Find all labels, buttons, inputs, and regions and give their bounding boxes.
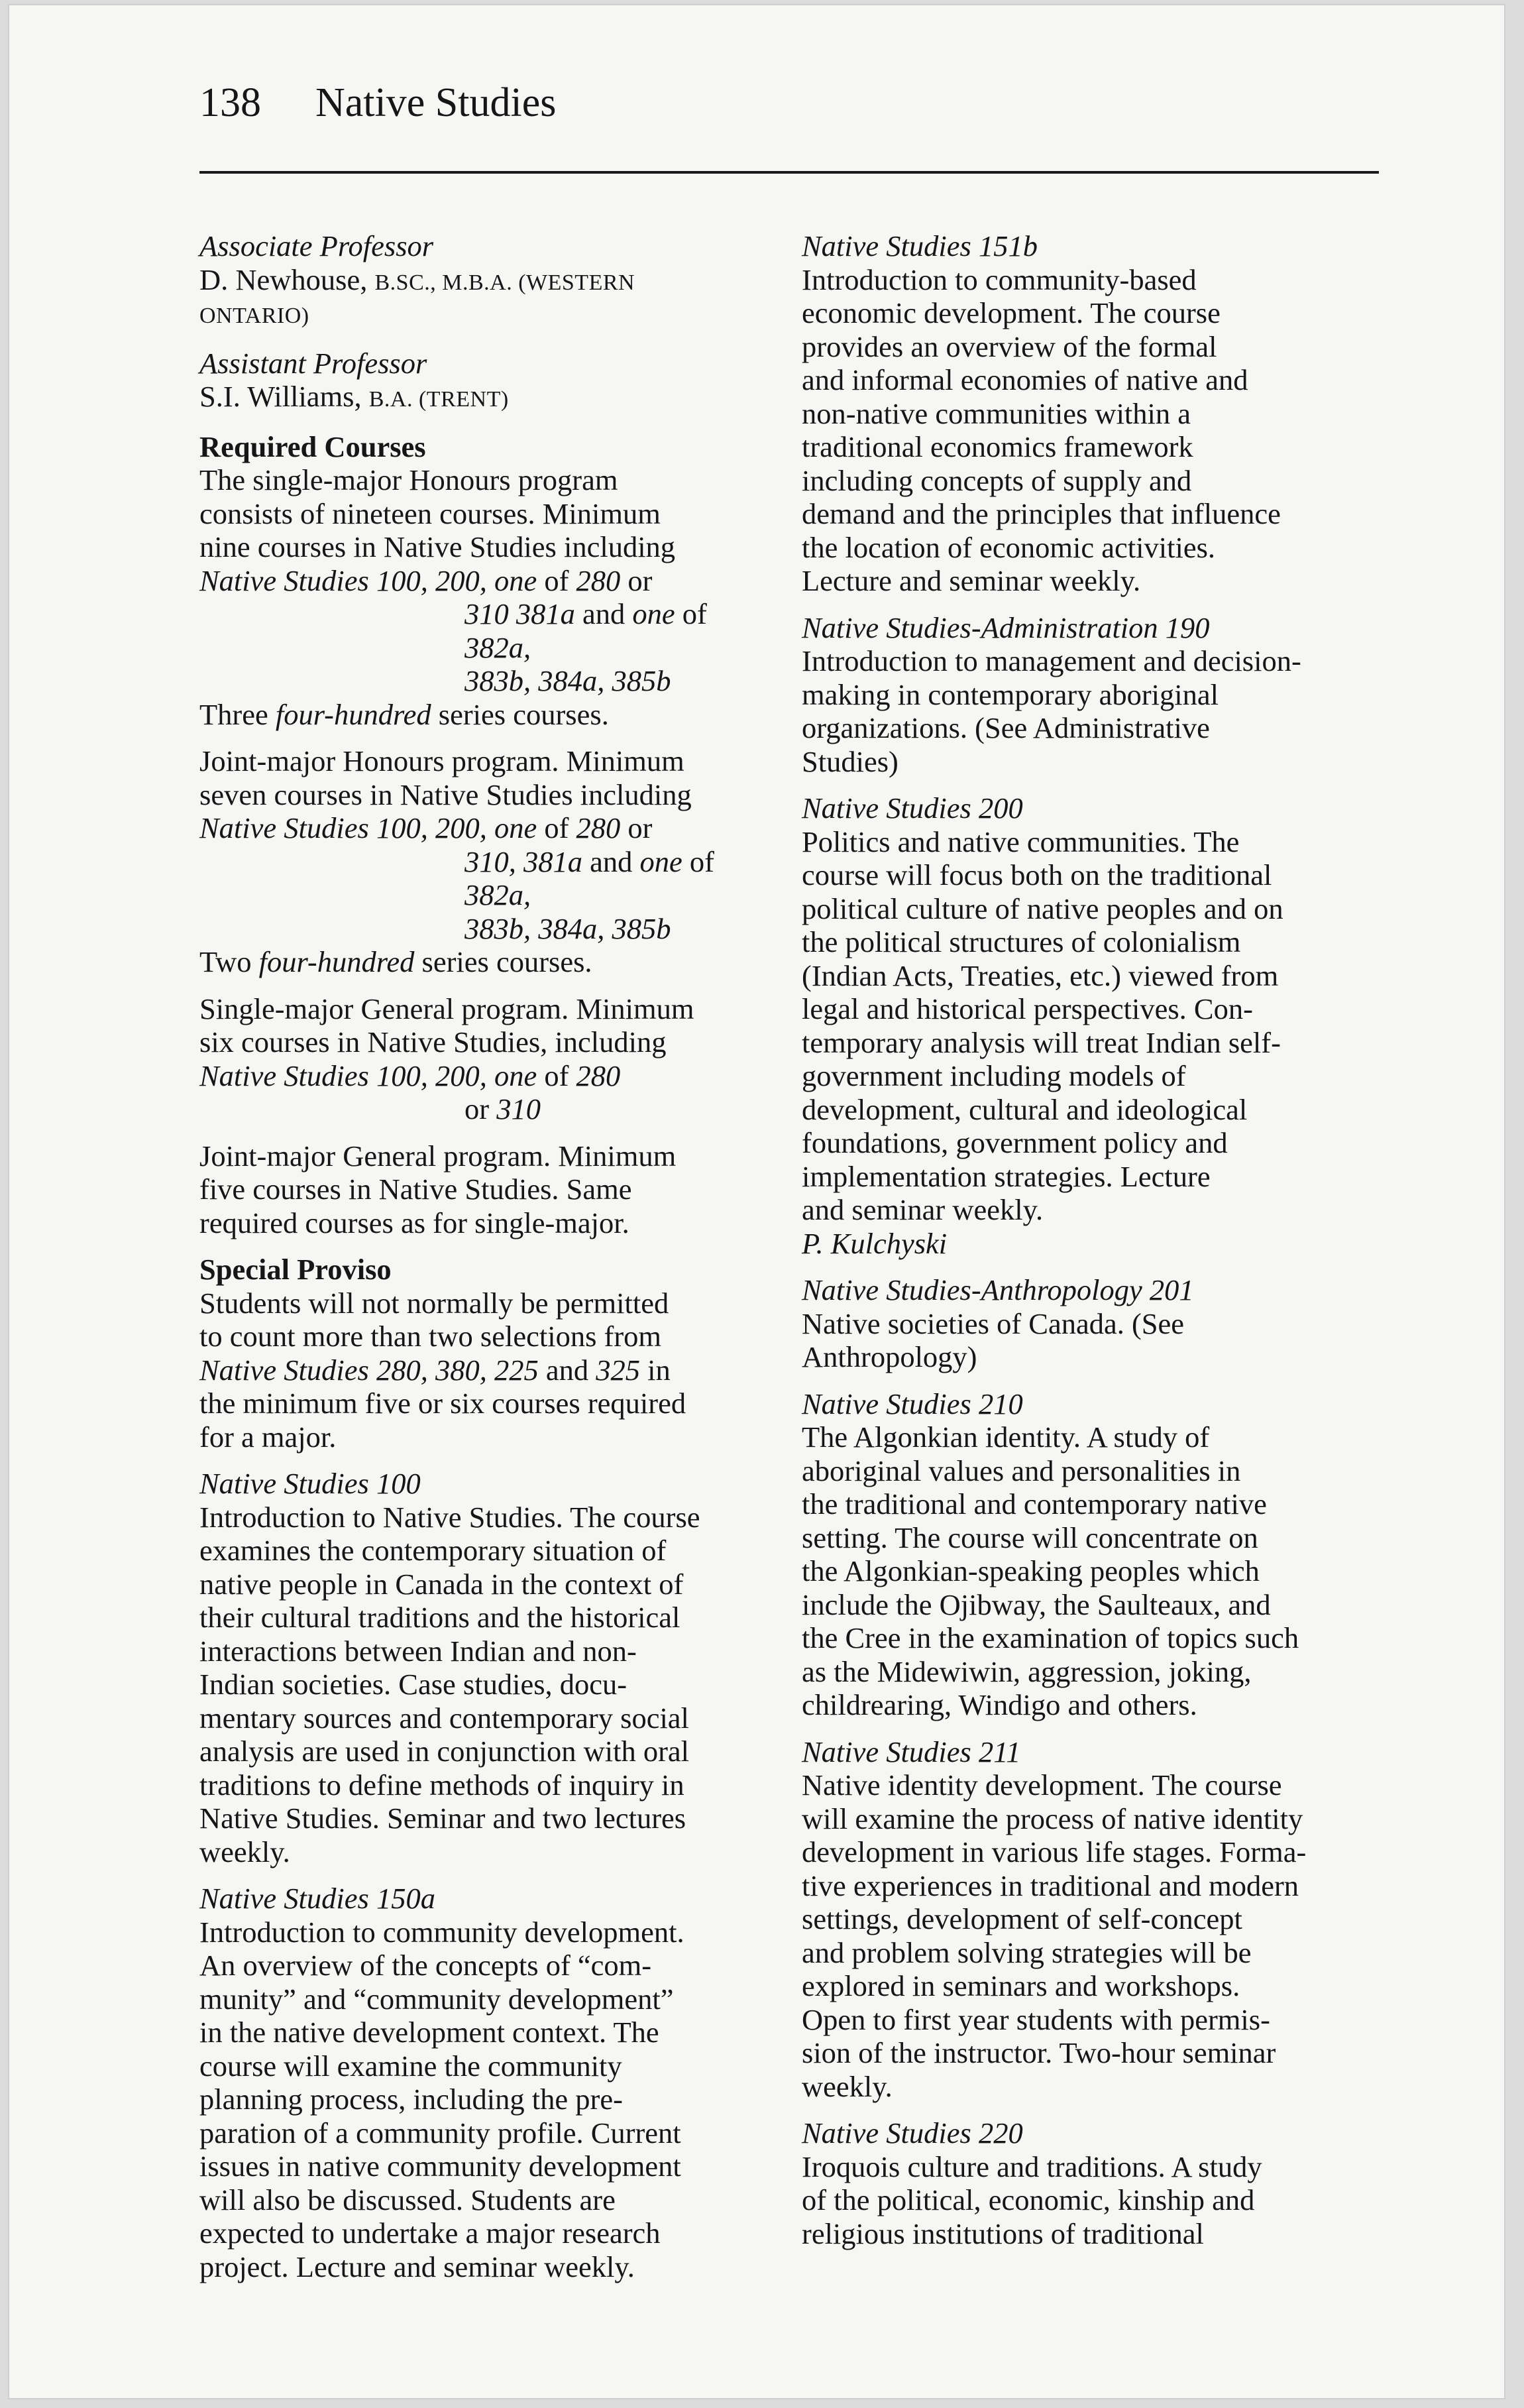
faculty-rank: Assistant Professor — [199, 346, 427, 380]
course-description-line: Studies) — [802, 744, 898, 778]
page — [9, 5, 1504, 2398]
course-description-line: (Indian Acts, Treaties, etc.) viewed from — [802, 958, 1279, 992]
course-description-line: weekly. — [802, 2069, 893, 2103]
course-description-line: mentary sources and contemporary social — [199, 1701, 689, 1735]
course-description-line: settings, development of self-concept — [802, 1902, 1242, 1935]
course-title: Native Studies 210 — [802, 1387, 1023, 1420]
course-description-line: paration of a community profile. Current — [199, 2116, 681, 2150]
course-instructor: P. Kulchyski — [802, 1226, 948, 1260]
faculty-name: S.I. Williams, — [199, 380, 362, 413]
course-description-line: Lecture and seminar weekly. — [802, 564, 1141, 597]
course-description-line: The Algonkian identity. A study of — [802, 1420, 1210, 1454]
course-description-line: political culture of native peoples and on — [802, 891, 1283, 925]
course-description-line: development, cultural and ideological — [802, 1092, 1248, 1126]
course-description-line: munity” and “community development” — [199, 1982, 674, 2016]
course-description-line: Introduction to Native Studies. The course — [199, 1500, 700, 1534]
program-requirement: Joint-major Honours program. Minimum seven courses in Native Studies including Native Studies 100, 200, one of 280 or 310, 381a and one of 382a, 383b, 384a, 385b Two four-hundred series courses. — [199, 744, 714, 978]
course-description-line: childrearing, Windigo and others. — [802, 1688, 1197, 1721]
course-description-line: economic development. The course — [802, 296, 1221, 329]
course-entry — [199, 1467, 776, 1868]
program-requirement: Single-major General program. Minimum six courses in Native Studies, including Native Studies 100, 200, one of 280 or 310 — [199, 992, 694, 1125]
faculty-credentials: B.SC., M.B.A. (WESTERN — [374, 270, 635, 295]
course-description-line: foundations, government policy and — [802, 1126, 1228, 1159]
faculty-credentials: B.A. (TRENT) — [368, 387, 509, 412]
course-description-line: planning process, including the pre- — [199, 2083, 623, 2116]
course-description-line: and problem solving strategies will be — [802, 1935, 1252, 1969]
course-description-line: Introduction to community development. — [199, 1915, 684, 1949]
course-description-line: of the political, economic, kinship and — [802, 2183, 1255, 2216]
page-number: 138 — [199, 80, 261, 125]
course-description-line: demand and the principles that influence — [802, 497, 1281, 530]
course-list — [199, 1467, 776, 2283]
course-description-line: traditional economics framework — [802, 430, 1193, 463]
course-description-line: government including models of — [802, 1059, 1186, 1092]
course-description-line: expected to undertake a major research — [199, 2216, 661, 2250]
program-requirement: Joint-major General program. Minimum five courses in Native Studies. Same required courses as for single-major. — [199, 1139, 677, 1239]
course-description-line: Native societies of Canada. (See — [802, 1306, 1185, 1340]
course-description-line: religious institutions of traditional — [802, 2216, 1204, 2250]
course-title: Native Studies 200 — [802, 791, 1023, 825]
course-title: Native Studies 211 — [802, 1735, 1021, 1768]
course-entry — [802, 2116, 1378, 2250]
course-description-line: in the native development context. The — [199, 2016, 659, 2049]
course-description-line: Indian societies. Case studies, docu- — [199, 1668, 627, 1701]
section-heading: Special Proviso — [199, 1253, 392, 1286]
course-title: Native Studies 100 — [199, 1467, 421, 1500]
section-title: Native Studies — [315, 80, 557, 125]
program-requirement: The single-major Honours program consists of nineteen courses. Minimum nine courses in Native Studies including Native Studies 100, 200, one of 280 or 310 381a and one of 382a, 383b, 384a, 385b Three four-hundred series courses. — [199, 463, 707, 731]
course-description-line: provides an overview of the formal — [802, 329, 1217, 363]
course-description-line: tive experiences in traditional and modern — [802, 1868, 1299, 1902]
faculty-entry — [199, 347, 776, 417]
course-description-line: as the Midewiwin, aggression, joking, — [802, 1654, 1252, 1688]
course-description-line: Native identity development. The course — [802, 1768, 1282, 1802]
course-description-line: Native Studies. Seminar and two lectures — [199, 1802, 686, 1835]
faculty-entry — [199, 229, 776, 333]
course-description-line: non-native communities within a — [802, 396, 1191, 430]
course-title: Native Studies 150a — [199, 1882, 435, 1915]
course-description-line: aboriginal values and personalities in — [802, 1454, 1241, 1487]
course-title: Native Studies 151b — [802, 229, 1038, 262]
header-rule — [199, 171, 1379, 174]
course-description-line: Introduction to community-based — [802, 262, 1197, 296]
course-description-line: temporary analysis will treat Indian self- — [802, 1025, 1281, 1059]
course-description-line: native people in Canada in the context of — [199, 1567, 684, 1601]
right-column — [802, 229, 1378, 2250]
faculty-credentials: ONTARIO) — [199, 304, 309, 328]
running-header — [199, 80, 1379, 126]
course-description-line: will examine the process of native identity — [802, 1802, 1303, 1835]
course-description-line: the location of economic activities. — [802, 530, 1216, 564]
course-description-line: issues in native community development — [199, 2150, 681, 2183]
course-list — [802, 229, 1378, 2250]
course-description-line: examines the contemporary situation of — [199, 1534, 667, 1567]
section-heading: Required Courses — [199, 430, 426, 463]
course-description-line: and seminar weekly. — [802, 1193, 1044, 1226]
course-description-line: sion of the instructor. Two-hour seminar — [802, 2036, 1276, 2069]
course-entry — [802, 1273, 1378, 1374]
course-description-line: and informal economies of native and — [802, 363, 1248, 396]
course-description-line: project. Lecture and seminar weekly. — [199, 2250, 635, 2283]
course-description-line: legal and historical perspectives. Con- — [802, 992, 1253, 1025]
course-description-line: organizations. (See Administrative — [802, 711, 1210, 744]
faculty-name: D. Newhouse, — [199, 262, 368, 296]
course-description-line: setting. The course will concentrate on — [802, 1520, 1258, 1554]
course-entry — [802, 1387, 1378, 1722]
course-description-line: weekly. — [199, 1835, 290, 1868]
course-description-line: the traditional and contemporary native — [802, 1487, 1267, 1520]
course-description-line: Iroquois culture and traditions. A study — [802, 2150, 1262, 2183]
course-description-line: including concepts of supply and — [802, 463, 1192, 497]
course-description-line: analysis are used in conjunction with oral — [199, 1735, 690, 1768]
course-description-line: An overview of the concepts of “com- — [199, 1949, 652, 1982]
course-description-line: Anthropology) — [802, 1340, 977, 1373]
course-description-line: Open to first year students with permis- — [802, 2002, 1270, 2036]
course-entry — [199, 1882, 776, 2283]
course-description-line: development in various life stages. Forma- — [802, 1835, 1307, 1868]
course-description-line: the Algonkian-speaking peoples which — [802, 1554, 1260, 1587]
course-description-line: course will examine the community — [199, 2049, 622, 2083]
course-entry — [802, 229, 1378, 598]
course-entry — [802, 611, 1378, 779]
course-entry — [802, 1735, 1378, 2104]
proviso-text: Students will not normally be permitted to count more than two selections from Native Studies 280, 380, 225 and 325 in the minimum five or six courses required for a major. — [199, 1286, 686, 1454]
course-description-line: implementation strategies. Lecture — [802, 1159, 1211, 1193]
course-description-line: the Cree in the examination of topics such — [802, 1621, 1299, 1654]
course-description-line: their cultural traditions and the historical — [199, 1601, 680, 1634]
faculty-rank: Associate Professor — [199, 229, 434, 262]
course-description-line: the political structures of colonialism — [802, 925, 1241, 958]
course-description-line: Politics and native communities. The — [802, 825, 1240, 858]
course-description-line: Introduction to management and decision- — [802, 644, 1301, 677]
course-title: Native Studies 220 — [802, 2116, 1023, 2150]
course-description-line: include the Ojibway, the Saulteaux, and — [802, 1587, 1271, 1621]
course-description-line: making in contemporary aboriginal — [802, 677, 1219, 711]
course-title: Native Studies-Administration 190 — [802, 610, 1210, 644]
course-entry — [802, 791, 1378, 1260]
course-description-line: course will focus both on the traditional — [802, 858, 1272, 891]
left-column — [199, 229, 776, 2283]
course-description-line: will also be discussed. Students are — [199, 2183, 616, 2216]
course-title: Native Studies-Anthropology 201 — [802, 1273, 1194, 1306]
course-description-line: explored in seminars and workshops. — [802, 1969, 1240, 2002]
course-description-line: interactions between Indian and non- — [199, 1634, 637, 1668]
course-description-line: traditions to define methods of inquiry in — [199, 1768, 684, 1802]
